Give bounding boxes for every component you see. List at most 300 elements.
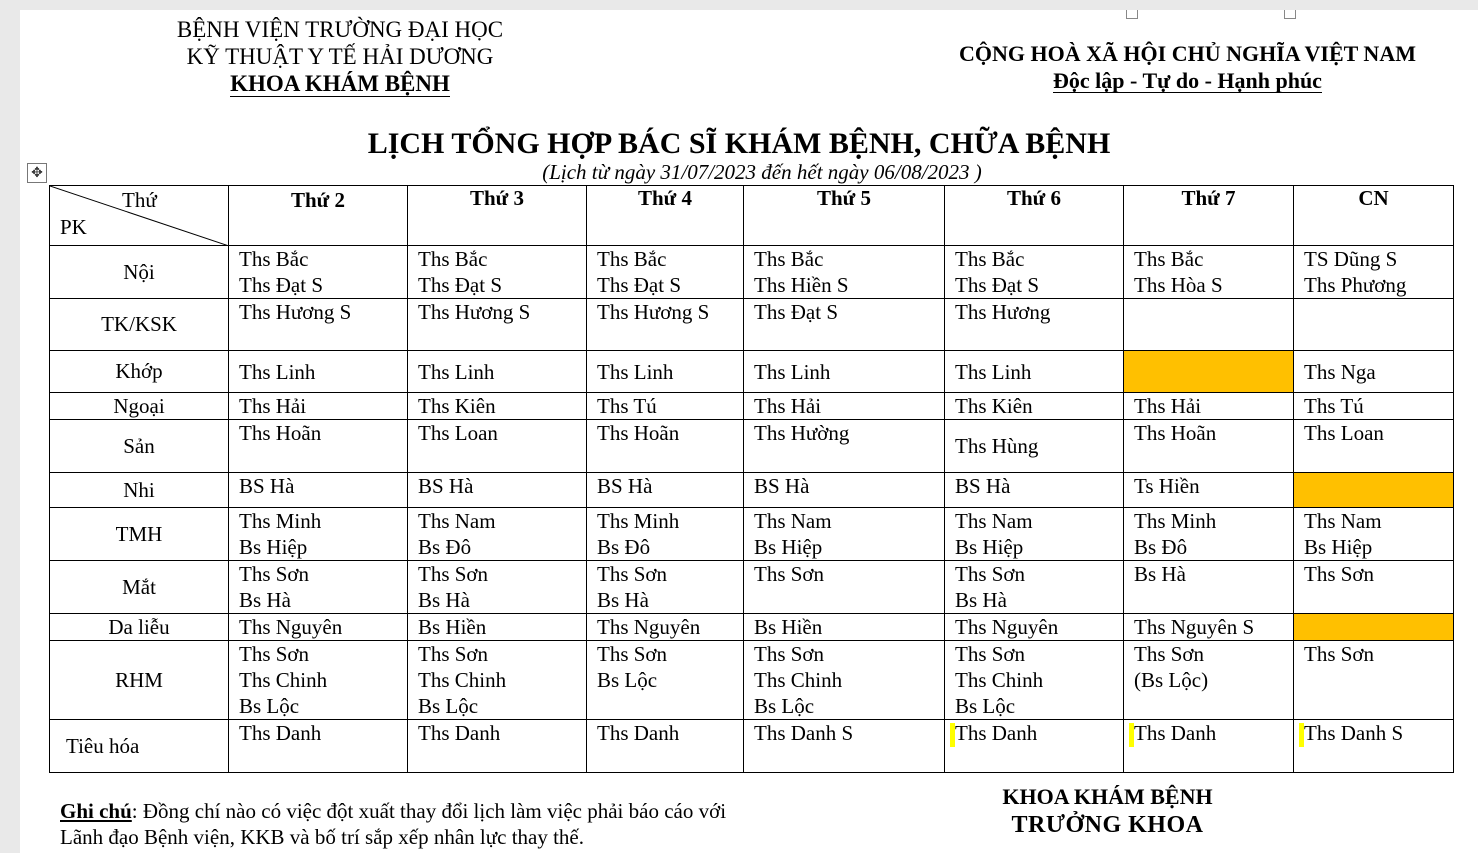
doctor-name (587, 534, 743, 560)
doctor-name-text: Ths Tú (1304, 394, 1364, 418)
doctor-name (744, 393, 944, 419)
doctor-name-text: Ths Sơn (955, 562, 1026, 586)
clinic-name: Da liễu (50, 614, 229, 641)
doctor-name-text: Ths Đạt S (418, 273, 502, 297)
doctor-name-text: Ths Danh S (1304, 721, 1404, 745)
note (60, 798, 760, 850)
doctor-name (229, 420, 407, 446)
doctor-name (1124, 614, 1293, 640)
schedule-cell[interactable] (229, 614, 408, 641)
national-motto: Độc lập - Tự do - Hạnh phúc (1053, 68, 1322, 93)
doctor-name-text: Ths Sơn (239, 562, 310, 586)
doctor-name (945, 272, 1123, 298)
schedule-cell[interactable] (229, 641, 408, 720)
schedule-cell[interactable] (229, 561, 408, 614)
doctor-name (229, 508, 407, 534)
doctor-name-text: Ths Nam (1304, 509, 1382, 533)
doctor-name (945, 667, 1123, 693)
doctor-name (945, 534, 1123, 560)
doctor-name-text: Ths Danh S (754, 721, 854, 745)
table-row (50, 561, 1454, 614)
clinic-name: Mắt (50, 561, 229, 614)
doctor-name (408, 393, 586, 419)
schedule-cell[interactable] (1294, 351, 1454, 393)
doctor-name (945, 246, 1123, 272)
doctor-name-text: Ths Minh (597, 509, 680, 533)
clinic-name: TMH (50, 508, 229, 561)
schedule-cell[interactable] (744, 246, 945, 299)
schedule-cell[interactable] (587, 351, 744, 393)
schedule-cell[interactable] (1294, 641, 1454, 720)
schedule-cell[interactable] (1294, 561, 1454, 614)
schedule-cell[interactable] (945, 508, 1124, 561)
doctor-name (408, 246, 586, 272)
doctor-name-text: Ths Hải (1134, 394, 1202, 418)
doctor-name (229, 473, 407, 499)
doctor-name-text: TS Dũng S (1304, 247, 1398, 271)
schedule-cell[interactable] (945, 720, 1124, 773)
schedule-cell[interactable] (1124, 720, 1294, 773)
doctor-name-text: Ths Danh (955, 721, 1038, 745)
doctor-name-text: Ths Bắc (754, 247, 824, 271)
doctor-name-text: Ths Hùng (955, 434, 1039, 458)
schedule-table (49, 185, 1454, 773)
doctor-name-text: Bs Hà (239, 588, 291, 612)
doctor-name-text: Bs Hà (955, 588, 1007, 612)
doctor-name (744, 667, 944, 693)
table-row (50, 299, 1454, 351)
doctor-name-text: Bs Hiệp (239, 535, 308, 559)
doctor-name-text: Bs Đô (597, 535, 651, 559)
department-name: KHOA KHÁM BỆNH (230, 71, 450, 96)
clinic-name: Nội (50, 246, 229, 299)
corner-cell (50, 186, 229, 246)
doctor-name-text: Bs Hiệp (955, 535, 1024, 559)
schedule-cell[interactable] (1124, 473, 1294, 508)
doctor-name-text: Ths Đạt S (239, 273, 323, 297)
note-text: : Đồng chí nào có việc đột xuất thay đổi lịch làm việc phải báo cáo với Lãnh đạo Bệnh viện, KKB và bố trí sắp xếp nhân lực thay thế. (60, 799, 727, 849)
doctor-name-text: Ths Sơn (418, 642, 489, 666)
doctor-name-text: Ths Chinh (239, 668, 328, 692)
schedule-cell[interactable] (408, 720, 587, 773)
doctor-name (408, 508, 586, 534)
schedule-cell[interactable] (744, 393, 945, 420)
doctor-name-text: Ths Phương (1304, 273, 1407, 297)
schedule-cell[interactable] (945, 561, 1124, 614)
doctor-name (1294, 393, 1453, 419)
doctor-name-text: Ths Hoãn (1134, 421, 1217, 445)
doctor-name (408, 272, 586, 298)
doctor-name (587, 272, 743, 298)
clinic-name: Ngoại (50, 393, 229, 420)
doctor-name (744, 420, 944, 446)
schedule-body (50, 246, 1454, 773)
doctor-name-text: Ths Sơn (754, 642, 825, 666)
doctor-name (1124, 508, 1293, 534)
schedule-cell[interactable] (229, 720, 408, 773)
doctor-name (587, 561, 743, 587)
schedule-cell[interactable] (945, 641, 1124, 720)
doctor-name-text: Ths Chinh (418, 668, 507, 692)
doctor-name-text: Ths Tú (597, 394, 657, 418)
table-move-handle-icon[interactable]: ✥ (27, 163, 47, 183)
schedule-cell[interactable] (744, 641, 945, 720)
doctor-name (1124, 561, 1293, 587)
ruler-marker[interactable] (1126, 10, 1138, 19)
schedule-cell[interactable] (1294, 508, 1454, 561)
doctor-name-text: Bs Lộc (597, 668, 658, 692)
doctor-name-text: Ths Hiền S (754, 273, 849, 297)
doctor-name-text: Ths Danh (418, 721, 501, 745)
schedule-cell[interactable] (587, 720, 744, 773)
doctor-name (945, 393, 1123, 419)
doctor-name-text: Ths Chinh (754, 668, 843, 692)
day-header: Thứ 2 (229, 186, 408, 246)
doctor-name-text: Ths Đạt S (597, 273, 681, 297)
schedule-cell[interactable] (229, 299, 408, 351)
schedule-cell[interactable] (408, 420, 587, 473)
schedule-cell[interactable] (1124, 351, 1294, 393)
doctor-name (1294, 561, 1453, 587)
schedule-cell[interactable] (587, 641, 744, 720)
doctor-name (408, 359, 586, 385)
doctor-name (1294, 359, 1453, 385)
schedule-cell[interactable] (1124, 393, 1294, 420)
doctor-name (744, 473, 944, 499)
day-header: Thứ 3 (408, 186, 587, 246)
doctor-name-text: Ths Kiên (955, 394, 1033, 418)
doctor-name-text: Ths Bắc (955, 247, 1025, 271)
schedule-cell[interactable] (229, 420, 408, 473)
doctor-name (945, 508, 1123, 534)
doctor-name (587, 420, 743, 446)
doctor-name (587, 359, 743, 385)
doctor-name (587, 393, 743, 419)
doctor-name-text: Ths Hải (754, 394, 822, 418)
schedule-cell[interactable] (408, 473, 587, 508)
doctor-name-text: BS Hà (597, 474, 653, 498)
schedule-cell[interactable] (587, 614, 744, 641)
schedule-cell[interactable] (945, 246, 1124, 299)
schedule-cell[interactable] (1124, 641, 1294, 720)
doctor-name-text: Ths Sơn (418, 562, 489, 586)
doctor-name (229, 359, 407, 385)
schedule-cell[interactable] (587, 561, 744, 614)
schedule-cell[interactable] (1294, 720, 1454, 773)
doctor-name (1124, 246, 1293, 272)
table-row (50, 246, 1454, 299)
doctor-name (1124, 272, 1293, 298)
doctor-name (229, 587, 407, 613)
table-row (50, 393, 1454, 420)
doctor-name (744, 359, 944, 385)
doctor-name-text: Ths Hương (955, 300, 1051, 324)
doctor-name-text: Ths Sơn (1304, 642, 1375, 666)
doctor-name-text: Bs Lộc (418, 694, 479, 718)
doctor-name (408, 534, 586, 560)
schedule-cell[interactable] (1124, 246, 1294, 299)
doctor-name (945, 359, 1123, 385)
schedule-cell[interactable] (408, 508, 587, 561)
doctor-name-text: Ths Hải (239, 394, 307, 418)
hospital-name-line1: BỆNH VIỆN TRƯỜNG ĐẠI HỌC (176, 17, 504, 42)
doctor-name-text: Ths Bắc (597, 247, 667, 271)
doctor-name (945, 641, 1123, 667)
schedule-cell[interactable] (408, 299, 587, 351)
national-title: CỘNG HOÀ XÃ HỘI CHỦ NGHĨA VIỆT NAM (959, 41, 1416, 66)
doctor-name-text: Ths Nguyên (597, 615, 701, 639)
doctor-name (945, 587, 1123, 613)
doctor-name (744, 272, 944, 298)
doctor-name (1124, 393, 1293, 419)
doctor-name-text: Ths Bắc (239, 247, 309, 271)
doctor-name-text: Ths Sơn (597, 562, 668, 586)
doctor-name (1294, 420, 1453, 446)
doctor-name-text: BS Hà (754, 474, 810, 498)
doctor-name-text: Bs Hà (418, 588, 470, 612)
signature-department: KHOA KHÁM BỆNH (1002, 784, 1213, 809)
schedule-cell[interactable] (408, 641, 587, 720)
doctor-name (229, 614, 407, 640)
schedule-cell[interactable] (1294, 420, 1454, 473)
doctor-name (408, 693, 586, 719)
doctor-name (229, 693, 407, 719)
doctor-name (408, 561, 586, 587)
doctor-name-text: Ths Linh (754, 359, 831, 384)
doctor-name-text: Ths Nguyên (239, 615, 343, 639)
doctor-name (408, 720, 586, 746)
doctor-name (744, 246, 944, 272)
doctor-name-text: Ths Sơn (1304, 562, 1375, 586)
doctor-name-text: Ths Nguyên (955, 615, 1059, 639)
doctor-name-text: Ths Nam (754, 509, 832, 533)
doctor-name (1124, 473, 1293, 499)
document-title: LỊCH TỔNG HỢP BÁC SĨ KHÁM BỆNH, CHỮA BỆNH (367, 127, 1111, 160)
doctor-name (229, 246, 407, 272)
ruler-marker[interactable] (1284, 10, 1296, 19)
note-label: Ghi chú (60, 799, 132, 823)
schedule-cell[interactable] (744, 614, 945, 641)
doctor-name (945, 693, 1123, 719)
doctor-name-text: BS Hà (239, 474, 295, 498)
schedule-cell[interactable] (945, 473, 1124, 508)
doctor-name (744, 534, 944, 560)
doctor-name (587, 587, 743, 613)
schedule-cell[interactable] (945, 614, 1124, 641)
day-header: CN (1294, 186, 1454, 246)
doctor-name (1124, 667, 1293, 693)
doctor-name (587, 720, 743, 746)
doctor-name (408, 641, 586, 667)
doctor-name-text: Bs Đô (418, 535, 472, 559)
schedule-cell[interactable] (587, 246, 744, 299)
doctor-name-text: Ths Danh (1134, 721, 1217, 745)
doctor-name-text: Ths Minh (239, 509, 322, 533)
doctor-name (587, 641, 743, 667)
schedule-cell[interactable] (744, 299, 945, 351)
doctor-name-text: Ths Chinh (955, 668, 1044, 692)
schedule-cell[interactable] (744, 420, 945, 473)
day-header: Thứ 7 (1124, 186, 1294, 246)
table-row (50, 720, 1454, 773)
doctor-name-text: Ths Hòa S (1134, 273, 1223, 297)
doctor-name (229, 299, 407, 325)
clinic-name: Nhi (50, 473, 229, 508)
doctor-name-text: Ths Sơn (955, 642, 1026, 666)
doctor-name-text: Ths Hương S (418, 300, 531, 324)
doctor-name-text: Bs Lộc (239, 694, 300, 718)
doctor-name (945, 720, 1123, 747)
schedule-cell[interactable] (587, 508, 744, 561)
hospital-name-line2: KỸ THUẬT Y TẾ HẢI DƯƠNG (186, 44, 494, 69)
doctor-name-text: Ths Nguyên S (1134, 615, 1255, 639)
doctor-name (945, 299, 1123, 325)
doctor-name (744, 508, 944, 534)
doctor-name (229, 272, 407, 298)
doctor-name (1294, 272, 1453, 298)
doctor-name (229, 667, 407, 693)
signature-title: TRƯỞNG KHOA (1011, 812, 1204, 838)
schedule-cell[interactable] (945, 393, 1124, 420)
schedule-cell[interactable] (229, 473, 408, 508)
schedule-cell[interactable] (587, 299, 744, 351)
doctor-name-text: Ths Sơn (597, 642, 668, 666)
doctor-name-text: Ths Sơn (239, 642, 310, 666)
doctor-name (945, 614, 1123, 640)
schedule-cell[interactable] (408, 246, 587, 299)
doctor-name-text: Bs Hà (1134, 562, 1186, 586)
day-header: Thứ 6 (945, 186, 1124, 246)
doctor-name-text: Bs Hiệp (1304, 535, 1373, 559)
doctor-name-text: Bs Lộc (955, 694, 1016, 718)
table-row (50, 420, 1454, 473)
doctor-name-text: Bs Đô (1134, 535, 1188, 559)
doctor-name (587, 299, 743, 325)
doctor-name (1124, 720, 1293, 747)
table-row (50, 641, 1454, 720)
doctor-name (229, 720, 407, 746)
doctor-name (408, 473, 586, 499)
schedule-cell[interactable] (1124, 420, 1294, 473)
doctor-name-text: Ths Đạt S (754, 300, 838, 324)
schedule-cell[interactable] (744, 720, 945, 773)
schedule-cell[interactable] (587, 393, 744, 420)
doctor-name-text: Ths Linh (418, 359, 495, 384)
doctor-name-text: Ths Linh (597, 359, 674, 384)
schedule-cell[interactable] (945, 351, 1124, 393)
schedule-cell[interactable] (945, 299, 1124, 351)
doctor-name (408, 587, 586, 613)
schedule-cell[interactable] (1124, 299, 1294, 351)
schedule-cell[interactable] (229, 393, 408, 420)
doctor-name-text: Ths Minh (1134, 509, 1217, 533)
doctor-name-text: Ths Linh (955, 359, 1032, 384)
schedule-cell[interactable] (1294, 393, 1454, 420)
doctor-name-text: Ths Linh (239, 359, 316, 384)
doctor-name-text: Ths Hương S (597, 300, 710, 324)
doctor-name-text: Ts Hiền (1134, 474, 1200, 498)
doctor-name-text: Bs Hiệp (754, 535, 823, 559)
schedule-cell[interactable] (229, 508, 408, 561)
doctor-name (408, 614, 586, 640)
hospital-header (140, 16, 540, 97)
schedule-cell[interactable] (229, 246, 408, 299)
doctor-name (744, 299, 944, 325)
doctor-name (744, 720, 944, 746)
schedule-cell[interactable] (1124, 614, 1294, 641)
doctor-name-text: BS Hà (418, 474, 474, 498)
schedule-cell[interactable] (408, 561, 587, 614)
doctor-name-text: Ths Nga (1304, 359, 1376, 384)
doctor-name (1294, 641, 1453, 667)
schedule-cell[interactable] (1124, 508, 1294, 561)
doctor-name-text: Ths Danh (239, 721, 322, 745)
doctor-name-text: Ths Hương S (239, 300, 352, 324)
doctor-name (945, 561, 1123, 587)
schedule-cell[interactable] (408, 614, 587, 641)
table-row (50, 473, 1454, 508)
corner-label-clinic: PK (60, 215, 87, 239)
schedule-cell[interactable] (1294, 473, 1454, 508)
schedule-cell[interactable] (1124, 561, 1294, 614)
schedule-cell[interactable] (945, 420, 1124, 473)
national-header (920, 40, 1455, 94)
schedule-cell[interactable] (744, 351, 945, 393)
corner-label-day: Thứ (122, 188, 157, 212)
doctor-name-text: Ths Hoãn (597, 421, 680, 445)
doctor-name (1124, 641, 1293, 667)
doctor-name (587, 508, 743, 534)
doctor-name-text: Ths Nam (955, 509, 1033, 533)
doctor-name-text: Bs Lộc (754, 694, 815, 718)
doctor-name-text: Ths Sơn (754, 562, 825, 586)
doctor-name-text: Ths Hường (754, 421, 850, 445)
day-header: Thứ 4 (587, 186, 744, 246)
doctor-name (229, 561, 407, 587)
doctor-name (945, 473, 1123, 499)
schedule-cell[interactable] (744, 473, 945, 508)
schedule-cell[interactable] (744, 561, 945, 614)
doctor-name (744, 641, 944, 667)
doctor-name (744, 561, 944, 587)
doctor-name-text: Ths Bắc (418, 247, 488, 271)
doctor-name (1294, 246, 1453, 272)
doctor-name-text: Bs Hiền (754, 615, 823, 639)
schedule-cell[interactable] (1294, 299, 1454, 351)
table-row (50, 614, 1454, 641)
doctor-name-text: Ths Bắc (1134, 247, 1204, 271)
doctor-name (229, 534, 407, 560)
schedule-cell[interactable] (408, 351, 587, 393)
schedule-cell[interactable] (408, 393, 587, 420)
doctor-name (408, 299, 586, 325)
doctor-name (587, 473, 743, 499)
schedule-cell[interactable] (744, 508, 945, 561)
schedule-cell[interactable] (587, 420, 744, 473)
table-header-row (50, 186, 1454, 246)
doctor-name (587, 246, 743, 272)
schedule-cell[interactable] (229, 351, 408, 393)
schedule-cell[interactable] (1294, 614, 1454, 641)
signature-block (960, 783, 1255, 839)
doctor-name-text: Ths Nam (418, 509, 496, 533)
schedule-cell[interactable] (587, 473, 744, 508)
doctor-name (587, 667, 743, 693)
doctor-name (1124, 534, 1293, 560)
doctor-name (744, 614, 944, 640)
doctor-name-text: Ths Loan (418, 421, 498, 445)
schedule-cell[interactable] (1294, 246, 1454, 299)
